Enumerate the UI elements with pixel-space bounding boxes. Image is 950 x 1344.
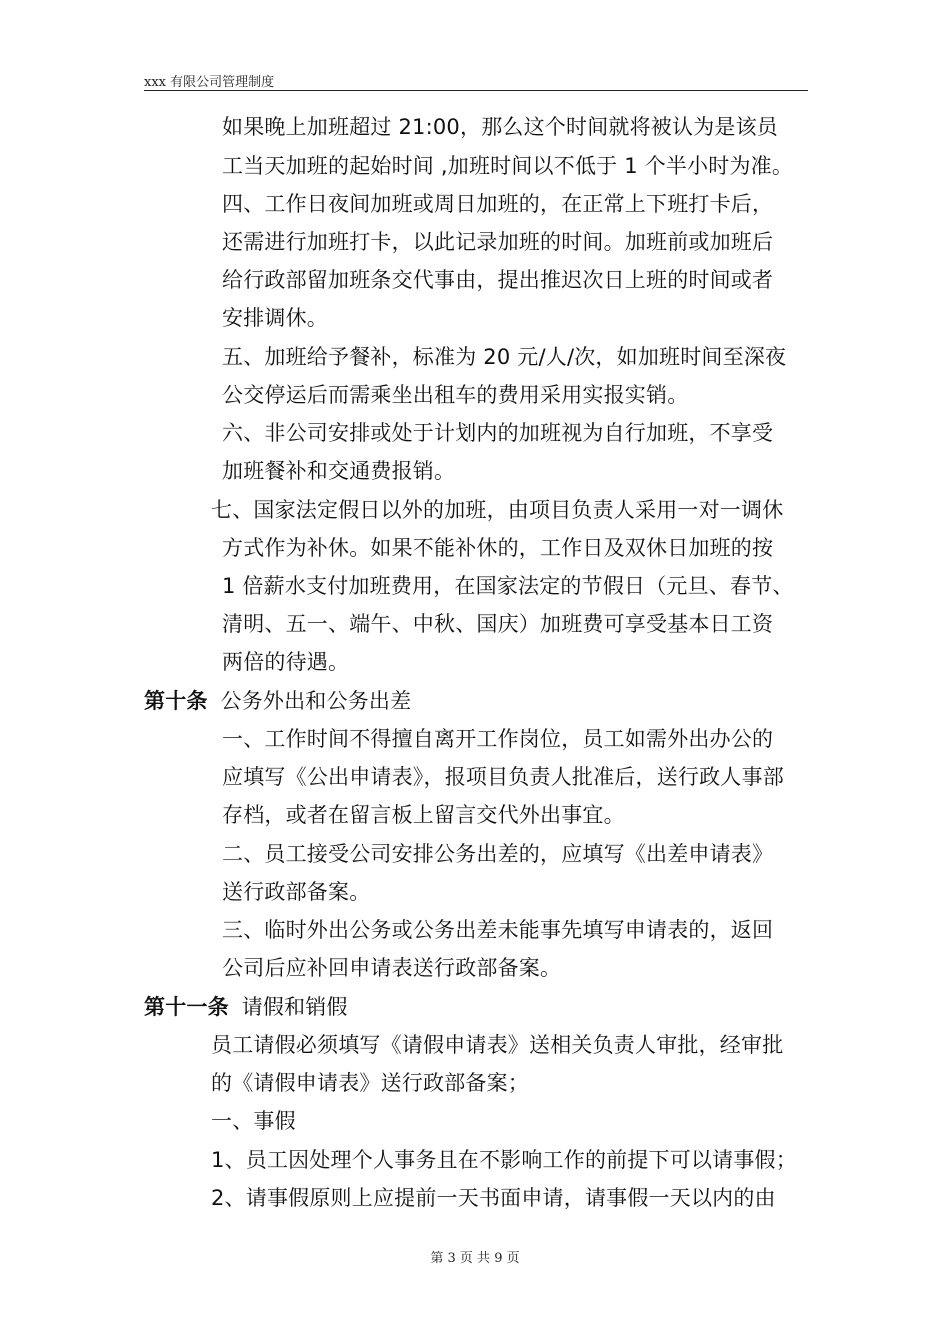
body-line: 还需进行加班打卡，以此记录加班的时间。加班前或加班后 (222, 230, 774, 254)
page-number: 第 3 页 共 9 页 (430, 1251, 520, 1266)
body-line: 六、非公司安排或处于计划内的加班视为自行加班，不享受 (222, 421, 774, 445)
body-line: 送行政部备案。 (222, 880, 371, 904)
body-line: 方式作为补休。如果不能补休的，工作日及双休日加班的按 (222, 536, 774, 560)
body-line: 四、工作日夜间加班或周日加班的，在正常上下班打卡后， (222, 192, 774, 216)
body-line: 存档，或者在留言板上留言交代外出事宜。 (222, 803, 625, 827)
body-line: 加班餐补和交通费报销。 (222, 459, 456, 483)
body-line: 五、加班给予餐补，标准为 20 元/人/次，如加班时间至深夜 (222, 345, 787, 369)
body-line: 一、工作时间不得擅自离开工作岗位，员工如需外出办公的 (222, 727, 774, 751)
body-line: 二、员工接受公司安排公务出差的，应填写《出差申请表》 (222, 842, 774, 866)
article-label: 第十条 (144, 689, 208, 713)
body-line: 工当天加班的起始时间 ,加班时间以不低于 1 个半小时为准。 (222, 154, 794, 178)
body-line: 2、请事假原则上应提前一天书面申请，请事假一天以内的由 (211, 1186, 776, 1210)
body-line: 清明、五一、端午、中秋、国庆）加班费可享受基本日工资 (222, 612, 774, 636)
body-line: 如果晚上加班超过 21:00，那么这个时间就将被认为是该员 (222, 115, 778, 139)
article-title: 请假和销假 (241, 995, 348, 1019)
article-label: 第十一条 (144, 995, 229, 1019)
body-line: 1、员工因处理个人事务且在不影响工作的前提下可以请事假； (211, 1148, 797, 1172)
body-line: 应填写《公出申请表》，报项目负责人批准后，送行政人事部 (222, 765, 784, 789)
body-line: 一、事假 (211, 1109, 296, 1133)
article-heading (144, 992, 348, 1022)
body-line: 公司后应补回申请表送行政部备案。 (222, 956, 562, 980)
body-line: 给行政部留加班条交代事由，提出推迟次日上班的时间或者 (222, 268, 774, 292)
header-title: xxx 有限公司管理制度 (144, 75, 275, 90)
body-line: 1 倍薪水支付加班费用，在国家法定的节假日（元旦、春节、 (222, 574, 794, 598)
body-line: 七、国家法定假日以外的加班，由项目负责人采用一对一调休 (211, 498, 784, 522)
article-heading (144, 686, 411, 716)
body-line: 员工请假必须填写《请假申请表》送相关负责人审批，经审批 (211, 1033, 784, 1057)
article-title: 公务外出和公务出差 (220, 689, 412, 713)
page-footer (0, 1247, 950, 1266)
body-line: 公交停运后而需乘坐出租车的费用采用实报实销。 (222, 383, 689, 407)
body-line: 安排调休。 (222, 306, 328, 330)
body-line: 两倍的待遇。 (222, 650, 350, 674)
body-line: 的《请假申请表》送行政部备案； (211, 1071, 529, 1095)
body-line: 三、临时外出公务或公务出差未能事先填写申请表的，返回 (222, 918, 774, 942)
